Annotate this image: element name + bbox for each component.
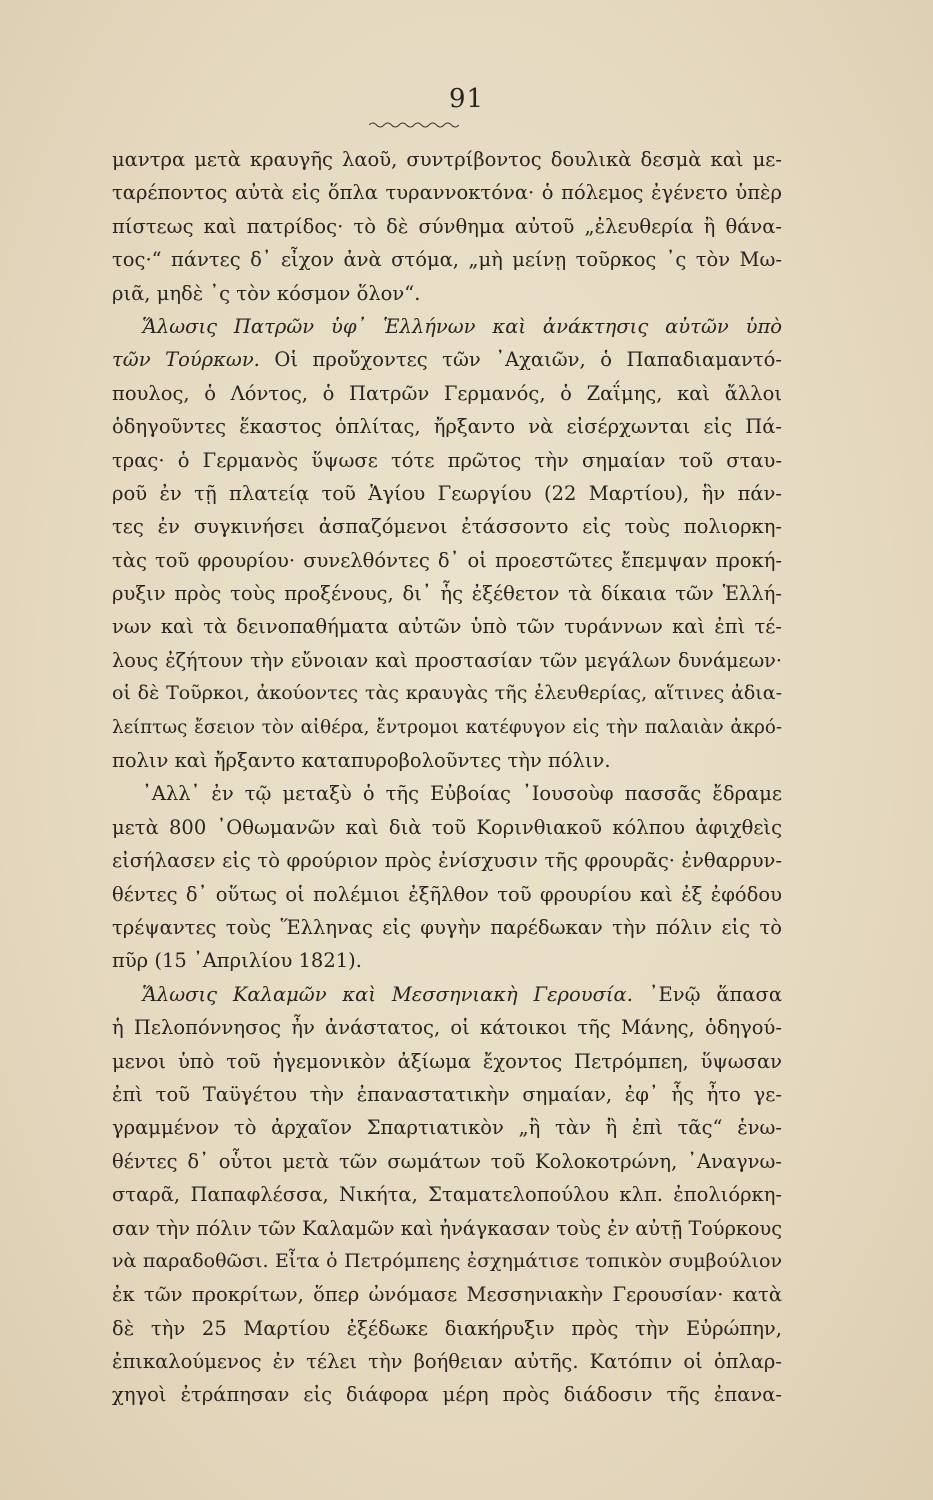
text-line	[112, 1278, 782, 1311]
text-line	[112, 1312, 782, 1345]
text-line	[112, 377, 782, 410]
line-text: μενοι ὑπὸ τοῦ ἡγεμονικὸν ἀξίωμα ἔχοντος Πετρόμπεη, ὕψωσαν	[112, 1049, 782, 1073]
line-text: ὁδηγοῦντες ἕκαστος ὁπλίτας, ἤρξαντο νὰ εἰσέρχωνται εἰς Πά-	[112, 415, 782, 439]
section-heading: Ἅλωσις Πατρῶν ὑφ᾽ Ἑλλήνων καὶ ἀνάκτησις αὐτῶν ὑπὸ	[142, 314, 782, 338]
line-text: δὲ τὴν 25 Μαρτίου ἐξέδωκε διακήρυξιν πρὸς τὴν Εὐρώπην,	[112, 1316, 782, 1340]
line-text: σαν τὴν πόλιν τῶν Καλαμῶν καὶ ἠνάγκασαν τοὺς ἐν αὐτῇ Τούρκους	[112, 1216, 782, 1240]
text-line	[112, 1378, 782, 1411]
line-text: Οἱ προὔχοντες τῶν ᾽Αχαιῶν, ὁ Παπαδιαμαντό-	[259, 348, 782, 372]
text-line	[112, 210, 782, 243]
text-line	[112, 1011, 782, 1044]
line-text: νων καὶ τὰ δεινοπαθήματα αὐτῶν ὑπὸ τῶν τυράννων καὶ ἐπὶ τέ-	[112, 615, 782, 639]
text-line	[112, 644, 782, 677]
text-line	[112, 544, 782, 577]
text-line	[112, 510, 782, 543]
line-text: ριᾶ, μηδὲ ᾽ς τὸν κόσμον ὅλον“.	[112, 281, 421, 305]
text-line	[112, 744, 782, 777]
text-line	[112, 878, 782, 911]
line-text: σταρᾶ, Παπαφλέσσα, Νικήτα, Σταματελοπούλου κλπ. ἐπολιόρκη-	[112, 1183, 782, 1207]
line-text: νὰ παραδοθῶσι. Εἶτα ὁ Πετρόμπεης ἐσχημάτισε τοπικὸν συμβούλιον	[112, 1249, 782, 1272]
line-text: ταρέποντος αὐτὰ εἰς ὅπλα τυραννοκτόνα· ὁ πόλεμος ἐγένετο ὑπὲρ	[112, 181, 782, 205]
line-text: πουλος, ὁ Λόντος, ὁ Πατρῶν Γερμανός, ὁ Ζαΐμης, καὶ ἄλλοι	[112, 381, 782, 405]
line-text: γραμμένον τὸ ἀρχαῖον Σπαρτιατικὸν „ἢ τὰν ἢ ἐπὶ τᾶς“ ἑνω-	[112, 1116, 782, 1140]
text-line	[112, 1111, 782, 1144]
line-text: τρέψαντες τοὺς Ἕλληνας εἰς φυγὴν παρέδωκαν τὴν πόλιν εἰς τὸ	[112, 915, 782, 939]
text-line	[112, 978, 782, 1011]
text-line	[112, 176, 782, 209]
text-line	[112, 444, 782, 477]
text-line	[112, 911, 782, 944]
text-line	[112, 777, 782, 810]
line-text: θέντες δ᾽ οὗτοι μετὰ τῶν σωμάτων τοῦ Κολοκοτρώνη, ᾽Αναγνω-	[112, 1149, 782, 1173]
line-text: ᾽Αλλ᾽ ἐν τῷ μεταξὺ ὁ τῆς Εὐβοίας ᾽Ιουσοὺφ πασσᾶς ἔδραμε	[142, 782, 782, 806]
text-line	[112, 277, 782, 310]
text-line	[112, 577, 782, 610]
text-line	[112, 677, 782, 710]
line-text: μαντρα μετὰ κραυγῆς λαοῦ, συντρίβοντος δουλικὰ δεσμὰ καὶ με-	[112, 148, 782, 171]
line-text: πῦρ (15 ᾽Απριλίου 1821).	[112, 949, 362, 973]
text-line	[112, 343, 782, 376]
wave-ornament-icon	[369, 120, 459, 130]
text-line	[112, 1245, 782, 1278]
line-text: τες ἐν συγκινήσει ἀσπαζόμενοι ἐτάσσοντο εἰς τοὺς πολιορκη-	[112, 515, 782, 539]
line-text: ροῦ ἐν τῇ πλατείᾳ τοῦ Ἁγίου Γεωργίου (22 Μαρτίου), ἣν πάν-	[112, 481, 782, 505]
page-number: 91	[448, 84, 485, 114]
line-text: χηγοὶ ἐτράπησαν εἰς διάφορα μέρη πρὸς διάδοσιν τῆς ἐπανα-	[112, 1383, 782, 1407]
line-text: τος·“ πάντες δ᾽ εἶχον ἀνὰ στόμα, „μὴ μείνῃ τοῦρκος ᾽ς τὸν Μω-	[112, 248, 782, 272]
text-line	[112, 944, 782, 977]
line-text: ρυξιν πρὸς τοὺς προξένους, δι᾽ ἧς ἐξέθετον τὰ δίκαια τῶν Ἑλλή-	[112, 582, 782, 606]
section-heading: Ἅλωσις Καλαμῶν καὶ Μεσσηνιακὴ Γερουσία.	[142, 982, 633, 1006]
line-text: ἡ Πελοπόννησος ἦν ἀνάστατος, οἱ κάτοικοι τῆς Μάνης, ὁδηγού-	[112, 1016, 782, 1040]
line-text: θέντες δ᾽ οὕτως οἱ πολέμιοι ἐξῆλθον τοῦ φρουρίου καὶ ἐξ ἐφόδου	[112, 882, 782, 906]
line-text: πολιν καὶ ἤρξαντο καταπυροβολοῦντες τὴν πόλιν.	[112, 749, 611, 773]
line-text: λείπτως ἔσειον τὸν αἰθέρα, ἔντρομοι κατέφυγον εἰς τὴν παλαιὰν ἀκρό-	[112, 716, 782, 738]
text-line	[112, 1178, 782, 1211]
line-text: ἐπικαλούμενος ἐν τέλει τὴν βοήθειαν αὐτῆς. Κατόπιν οἱ ὁπλαρ-	[112, 1350, 782, 1374]
line-text: τὰς τοῦ φρουρίου· συνελθόντες δ᾽ οἱ προεστῶτες ἔπεμψαν προκή-	[112, 548, 782, 572]
text-line	[112, 1212, 782, 1245]
text-line	[112, 143, 782, 176]
line-text: μετὰ 800 ᾽Οθωμανῶν καὶ διὰ τοῦ Κορινθιακοῦ κόλπου ἀφιχθεὶς	[112, 815, 782, 839]
text-line	[112, 477, 782, 510]
line-text: οἱ δὲ Τοῦρκοι, ἀκούοντες τὰς κραυγὰς τῆς ἐλευθερίας, αἵτινες ἀδια-	[112, 682, 782, 705]
text-line	[112, 1078, 782, 1111]
line-text: πίστεως καὶ πατρίδος· τὸ δὲ σύνθημα αὐτοῦ „ἐλευθερία ἢ θάνα-	[112, 214, 782, 238]
line-text: ᾽Ενῷ ἅπασα	[632, 982, 782, 1006]
line-text: εἰσήλασεν εἰς τὸ φρούριον πρὸς ἐνίσχυσιν τῆς φρουρᾶς· ἐνθαρρυν-	[112, 849, 782, 873]
text-line	[112, 610, 782, 643]
text-line	[112, 310, 782, 343]
text-line	[112, 1345, 782, 1378]
text-line	[112, 844, 782, 877]
line-text: ἐκ τῶν προκρίτων, ὅπερ ὠνόμασε Μεσσηνιακὴν Γερουσίαν· κατὰ	[112, 1283, 782, 1307]
text-line	[112, 410, 782, 443]
line-text: τρας· ὁ Γερμανὸς ὕψωσε τότε πρῶτος τὴν σημαίαν τοῦ σταυ-	[112, 448, 782, 472]
text-line	[112, 711, 782, 744]
line-text: ἐπὶ τοῦ Ταϋγέτου τὴν ἐπαναστατικὴν σημαίαν, ἐφ᾽ ἧς ἦτο γε-	[112, 1082, 782, 1106]
text-line	[112, 1045, 782, 1078]
body-text	[112, 143, 782, 1412]
section-heading: τῶν Τούρκων.	[112, 348, 260, 372]
line-text: λους ἐζήτουν τὴν εὔνοιαν καὶ προστασίαν τῶν μεγάλων δυνάμεων·	[112, 648, 782, 672]
text-line	[112, 243, 782, 276]
text-line	[112, 1145, 782, 1178]
text-line	[112, 811, 782, 844]
